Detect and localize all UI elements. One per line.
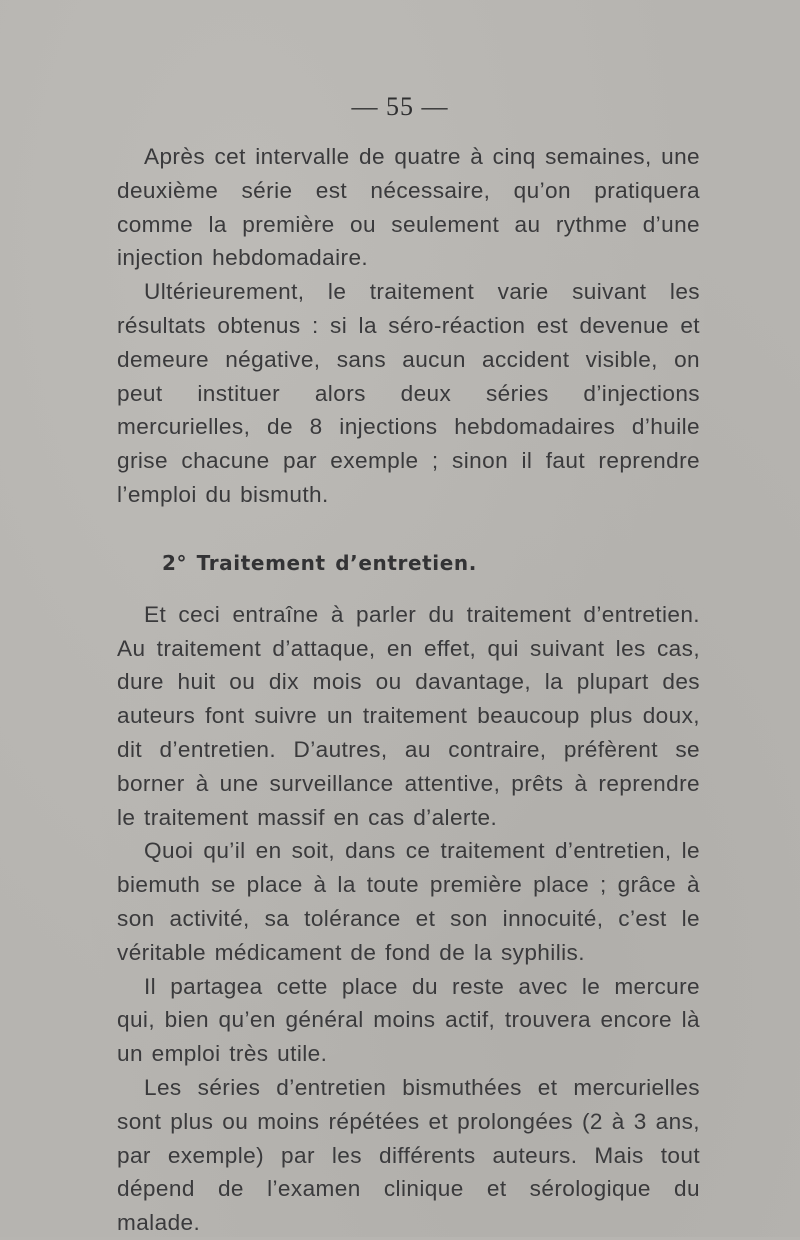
paragraph-series: Les séries d’entretien bismuthées et mercurielles sont plus ou moins répétées et prolongées (2 à 3 ans, par exemple) par les différents auteurs. Mais tout dépend de l’examen clinique et sérologique du malade. [117, 1074, 700, 1236]
paragraph-ulterieurement: Ultérieurement, le traitement varie suivant les résultats obtenus : si la séro-réaction est devenue et demeure négative, sans aucun accident visible, on peut instituer alors deux séries d’injections mercurielles, de 8 injections hebdomadaires d’huile grise chacune par exemple ; sinon il faut reprendre l’emploi du bismuth. [117, 279, 700, 507]
paragraph-entretien: Et ceci entraîne à parler du traitement d’entretien. Au traitement d’attaque, en effet, qui suivant les cas, dure huit ou dix mois ou davantage, la plupart des auteurs font suivre un traitement beaucoup plus doux, dit d’entretien. D’autres, au contraire, préfèrent se borner à une surveillance attentive, prêts à reprendre le traitement massif en cas d’alerte. [117, 601, 700, 830]
page-number: — 55 — [351, 92, 449, 121]
body-text [117, 140, 700, 1240]
paragraph-bismuth: Quoi qu’il en soit, dans ce traitement d’entretien, le biemuth se place à la toute première place ; grâce à son activité, sa tolérance et son innocuité, c’est le véritable médicament de fond de la syphilis. [117, 838, 700, 965]
paragraph-intervalle: Après cet intervalle de quatre à cinq semaines, une deuxième série est nécessaire, qu’on pratiquera comme la première ou seulement au rythme d’une injection hebdomadaire. [117, 144, 700, 271]
paragraph-mercure: Il partagea cette place du reste avec le mercure qui, bien qu’en général moins actif, trouvera encore là un emploi très utile. [117, 973, 700, 1067]
section-heading: 2° Traitement d’entretien. [162, 550, 477, 575]
spacer [117, 512, 700, 528]
